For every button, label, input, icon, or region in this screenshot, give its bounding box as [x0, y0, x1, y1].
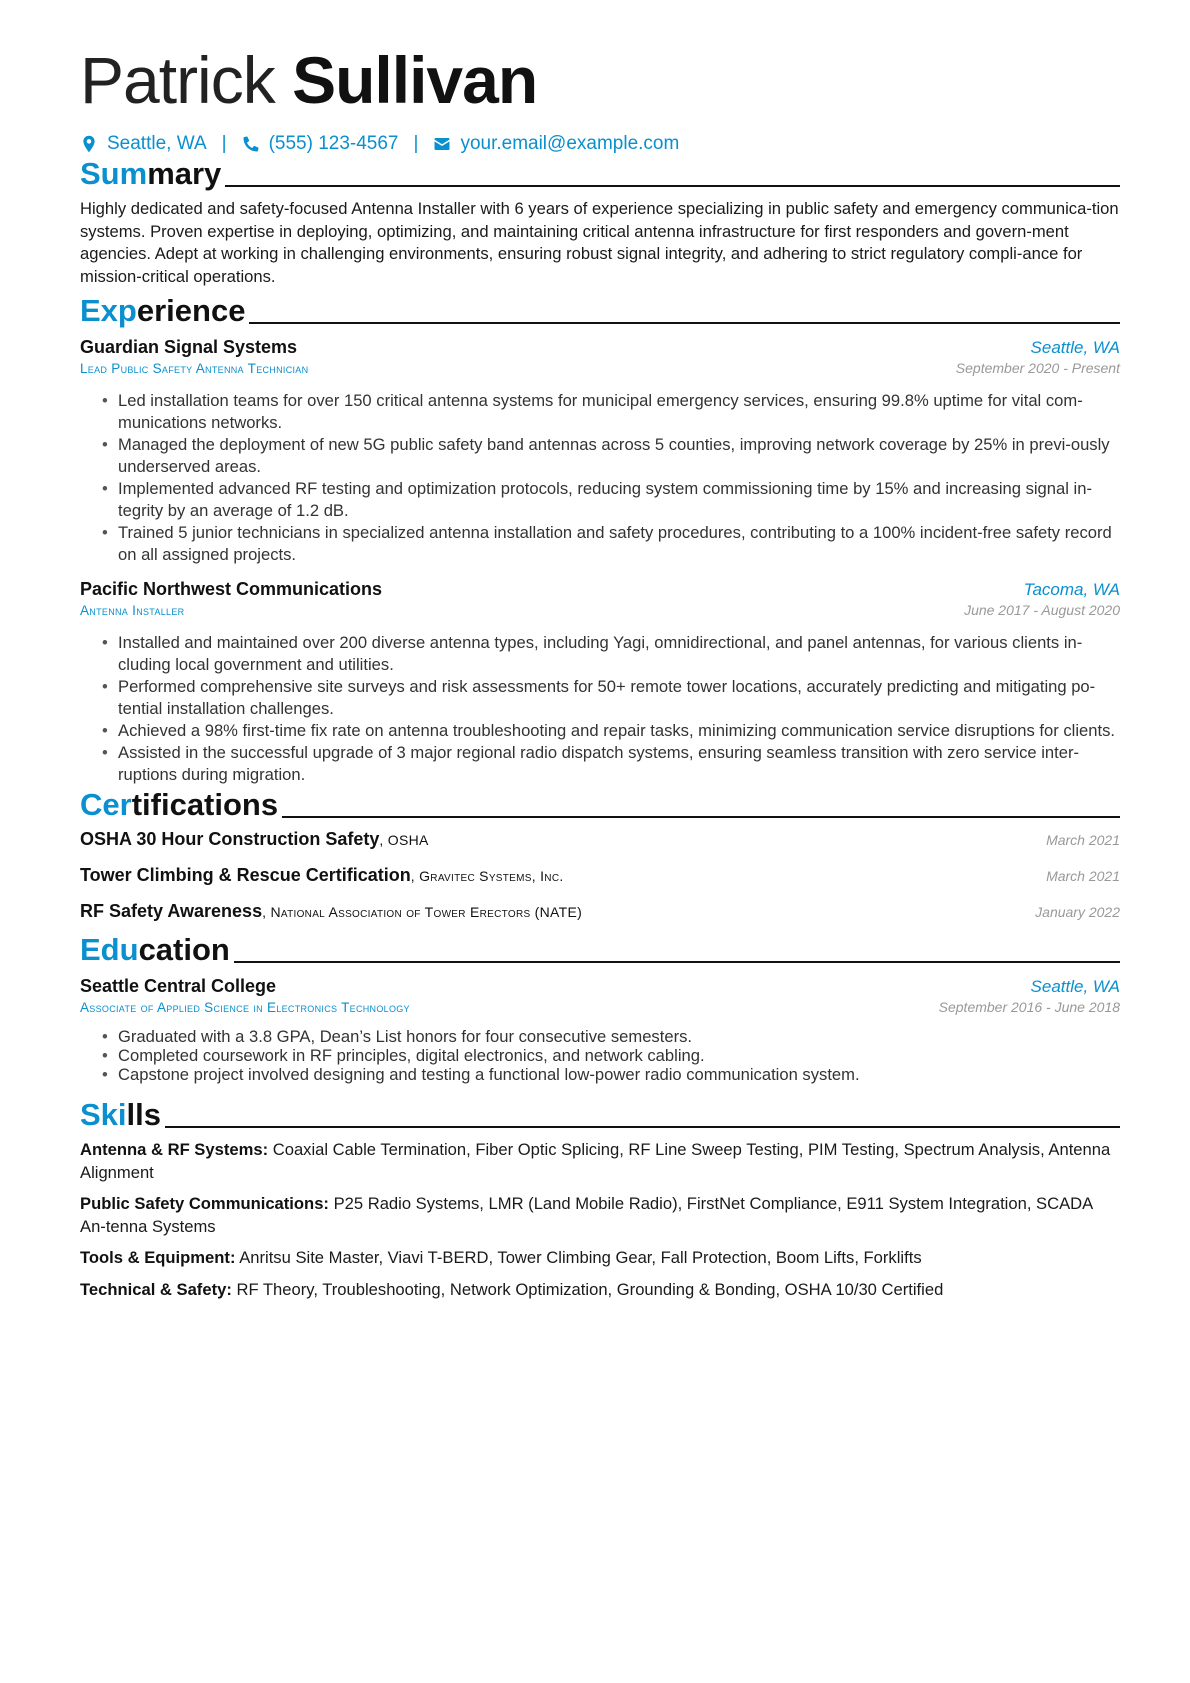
list-item: • Completed coursework in RF principles, digital electronics, and network cabling. [80, 1046, 1120, 1065]
contact-separator: | [413, 133, 419, 154]
cert-issuer: Gravitec Systems, Inc. [419, 868, 564, 884]
section-title [80, 293, 245, 329]
cert-name: Tower Climbing & Rescue Certification [80, 865, 411, 885]
map-pin-icon [80, 135, 98, 153]
title-rest: mary [147, 156, 222, 191]
job-location: Tacoma, WA [1023, 580, 1120, 599]
skill-label: Public Safety Communications: [80, 1194, 329, 1213]
title-accent: Edu [80, 932, 139, 967]
job-dates: September 2020 - Present [955, 360, 1120, 376]
email-link[interactable]: your.email@example.com [460, 133, 680, 154]
title-rest: erience [136, 293, 246, 328]
list-item: • Assisted in the successful upgrade of 3 major regional radio dispatch systems, ensuring seamless transition with zero service inter-ruptions during migration. [80, 742, 1120, 786]
list-item: • Managed the deployment of new 5G public safety band antennas across 5 counties, improving network coverage by 25% in previ-ously underserved areas. [80, 434, 1120, 478]
skill-text: P25 Radio Systems, LMR (Land Mobile Radio), FirstNet Compliance, E911 System Integration, SCADA An-tenna Systems [80, 1194, 1093, 1236]
list-item: • Trained 5 junior technicians in specialized antenna installation and safety procedures, contributing to a 100% incident-free safety record on all assigned projects. [80, 522, 1120, 566]
cert-issuer: OSHA [387, 832, 429, 848]
job-org: Pacific Northwest Communications [80, 579, 383, 599]
section-rule [249, 322, 1120, 324]
education-entry [80, 976, 1120, 1084]
phone-icon [242, 135, 260, 153]
school-location: Seattle, WA [1030, 977, 1120, 996]
job-location: Seattle, WA [1030, 338, 1120, 357]
job-dates: June 2017 - August 2020 [964, 602, 1120, 618]
title-rest: lls [126, 1097, 161, 1132]
envelope-icon [433, 135, 451, 153]
section-header [80, 152, 1120, 192]
job-entry [80, 337, 1120, 566]
last-name: Sullivan [292, 43, 538, 117]
cert-date: January 2022 [1035, 904, 1120, 920]
skill-label: Tools & Equipment: [80, 1248, 236, 1267]
section-rule [234, 961, 1120, 963]
title-accent: Cer [80, 787, 132, 822]
job-role: Lead Public Safety Antenna Technician [80, 361, 309, 376]
cert-item: Tower Climbing & Rescue Certification, Gravitec Systems, Inc. March 2021 [80, 865, 1120, 885]
cert-date: March 2021 [1046, 832, 1120, 848]
skill-group [80, 1279, 1120, 1302]
cert-list [80, 829, 1120, 937]
certifications-section [80, 783, 1120, 937]
job-bullets [80, 390, 1120, 566]
location-text: Seattle, WA [107, 133, 207, 154]
cert-item: OSHA 30 Hour Construction Safety, OSHA March 2021 [80, 829, 1120, 849]
section-title [80, 156, 221, 192]
section-title [80, 787, 278, 823]
experience-section [80, 289, 1120, 786]
job-role: Antenna Installer [80, 603, 185, 618]
title-accent: Ski [80, 1097, 127, 1132]
section-title [80, 1097, 161, 1133]
list-item: • Capstone project involved designing and testing a functional low-power radio communication system. [80, 1065, 1120, 1084]
phone-text: (555) 123-4567 [268, 133, 399, 154]
section-rule [282, 816, 1120, 818]
skill-group [80, 1247, 1120, 1270]
section-header [80, 928, 1120, 968]
job-entry [80, 579, 1120, 786]
summary-section [80, 152, 1120, 288]
list-item: • Led installation teams for over 150 critical antenna systems for municipal emergency services, ensuring 99.8% uptime for vital com-munications networks. [80, 390, 1120, 434]
section-title [80, 932, 230, 968]
contact-separator: | [221, 133, 227, 154]
education-section [80, 928, 1120, 1084]
cert-date: March 2021 [1046, 868, 1120, 884]
section-rule [165, 1126, 1120, 1128]
list-item: • Achieved a 98% first-time fix rate on antenna troubleshooting and repair tasks, minimizing communication service disruptions for clients. [80, 720, 1120, 742]
candidate-name [80, 40, 537, 120]
section-header [80, 783, 1120, 823]
title-accent: Exp [80, 293, 137, 328]
job-bullets [80, 632, 1120, 786]
cert-item: RF Safety Awareness, National Association of Tower Erectors (NATE) January 2022 [80, 901, 1120, 921]
title-accent: Sum [80, 156, 148, 191]
list-item: • Graduated with a 3.8 GPA, Dean’s List honors for four consecutive semesters. [80, 1027, 1120, 1046]
degree: Associate of Applied Science in Electronics Technology [80, 1000, 410, 1015]
skills-section [80, 1093, 1120, 1310]
skill-label: Technical & Safety: [80, 1279, 232, 1299]
skill-group [80, 1193, 1120, 1238]
cert-name: OSHA 30 Hour Construction Safety [80, 829, 380, 849]
skill-text: Anritsu Site Master, Viavi T-BERD, Tower Climbing Gear, Fall Protection, Boom Lifts, Forklifts [239, 1248, 922, 1267]
title-rest: cation [138, 932, 230, 967]
cert-name: RF Safety Awareness [80, 901, 263, 921]
skill-text: RF Theory, Troubleshooting, Network Optimization, Grounding & Bonding, OSHA 10/30 Certified [236, 1279, 944, 1299]
school-name: Seattle Central College [80, 976, 277, 996]
section-header [80, 1093, 1120, 1133]
list-item: • Implemented advanced RF testing and optimization protocols, reducing system commissioning time by 15% and increasing signal in-tegrity by an average of 1.2 dB. [80, 478, 1120, 522]
skills-list [80, 1139, 1120, 1301]
list-item: • Performed comprehensive site surveys and risk assessments for 50+ remote tower locations, accurately predicting and mitigating po-tential installation challenges. [80, 676, 1120, 720]
education-bullets [80, 1027, 1120, 1084]
skill-text: Coaxial Cable Termination, Fiber Optic Splicing, RF Line Sweep Testing, PIM Testing, Spectrum Analysis, Antenna Alignment [80, 1140, 1111, 1182]
first-name: Patrick [80, 43, 275, 117]
skill-label: Antenna & RF Systems: [80, 1140, 269, 1159]
summary-text: Highly dedicated and safety-focused Antenna Installer with 6 years of experience specializing in public safety and emergency communica-tion systems. Proven expertise in deploying, optimizing, and maintaining critical antenna infrastructure for first responders and govern-ment agencies. Adept at working in challenging environments, ensuring robust signal integrity, and adhering to strict regulatory compli-ance for mission-critical operations. [80, 199, 1119, 286]
skill-group [80, 1139, 1120, 1184]
section-rule [225, 185, 1120, 187]
title-rest: tifications [131, 787, 279, 822]
education-dates: September 2016 - June 2018 [938, 999, 1120, 1015]
job-org: Guardian Signal Systems [80, 337, 298, 357]
list-item: • Installed and maintained over 200 diverse antenna types, including Yagi, omnidirectional, and panel antennas, for various clients in-cluding local government and utilities. [80, 632, 1120, 676]
section-header [80, 289, 1120, 329]
cert-issuer: National Association of Tower Erectors (NATE) [270, 904, 583, 920]
